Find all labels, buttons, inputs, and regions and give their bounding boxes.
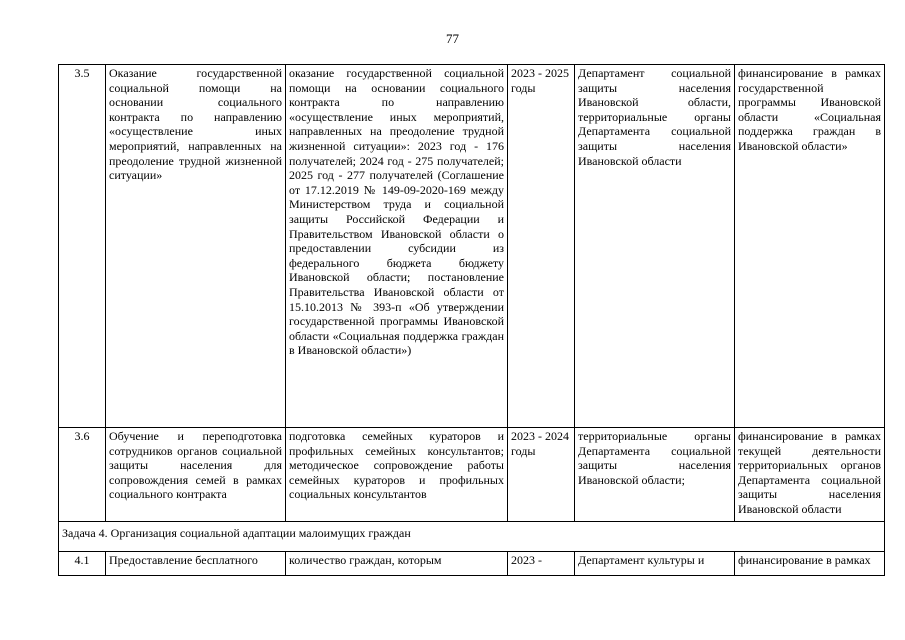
activity-cell: Предоставление бесплатного xyxy=(106,552,286,576)
table-row xyxy=(59,552,885,576)
row-number-cell: 3.5 xyxy=(59,65,106,428)
result-cell: количество граждан, которым xyxy=(286,552,508,576)
period-cell: 2023 - 2025 годы xyxy=(508,65,575,428)
activity-cell: Оказание государственной социальной помощи на основании социального контракта по направлению «осуществление иных мероприятий, направленных на преодоление трудной жизненной ситуации» xyxy=(106,65,286,428)
row-number-cell: 3.6 xyxy=(59,428,106,522)
executor-cell: Департамент социальной защиты населения Ивановской области, территориальные органы Департамента социальной защиты населения Ивановской области xyxy=(575,65,735,428)
funding-cell: финансирование в рамках государственной программы Ивановской области «Социальная поддержка граждан в Ивановской области» xyxy=(735,65,885,428)
funding-cell: финансирование в рамках xyxy=(735,552,885,576)
table-row xyxy=(59,428,885,522)
page-number: 77 xyxy=(446,31,459,46)
result-cell: оказание государственной социальной помощи на основании социального контракта по направлению «осуществление иных мероприятий, направленных на преодоление трудной жизненной ситуации»: 2023 год - 176 получателей; 2024 год - 275 получателей; 2025 год - 277 получателей (Соглашение от 17.12.2019 № 149-09-2020-169 между Министерством труда и социальной защиты Российской Федерации и Правительством Ивановской области о предоставлении субсидии из федерального бюджета бюджету Ивановской области; постановление Правительства Ивановской области от 15.10.2013 № 393-п «Об утверждении государственной программы Ивановской области «Социальная поддержка граждан в Ивановской области») xyxy=(286,65,508,428)
executor-cell: территориальные органы Департамента социальной защиты населения Ивановской области; xyxy=(575,428,735,522)
period-cell: 2023 - 2024 годы xyxy=(508,428,575,522)
result-cell: подготовка семейных кураторов и профильных семейных консультантов; методическое сопровождение работы семейных кураторов и профильных социальных консультантов xyxy=(286,428,508,522)
measures-table xyxy=(58,64,885,576)
activity-cell: Обучение и переподготовка сотрудников органов социальной защиты населения для сопровождения семей в рамках социального контракта xyxy=(106,428,286,522)
task-heading: Задача 4. Организация социальной адаптации малоимущих граждан xyxy=(59,522,885,552)
table-row xyxy=(59,65,885,428)
period-cell: 2023 - xyxy=(508,552,575,576)
task-row xyxy=(59,522,885,552)
executor-cell: Департамент культуры и xyxy=(575,552,735,576)
row-number-cell: 4.1 xyxy=(59,552,106,576)
funding-cell: финансирование в рамках текущей деятельности территориальных органов Департамента социальной защиты населения Ивановской области xyxy=(735,428,885,522)
